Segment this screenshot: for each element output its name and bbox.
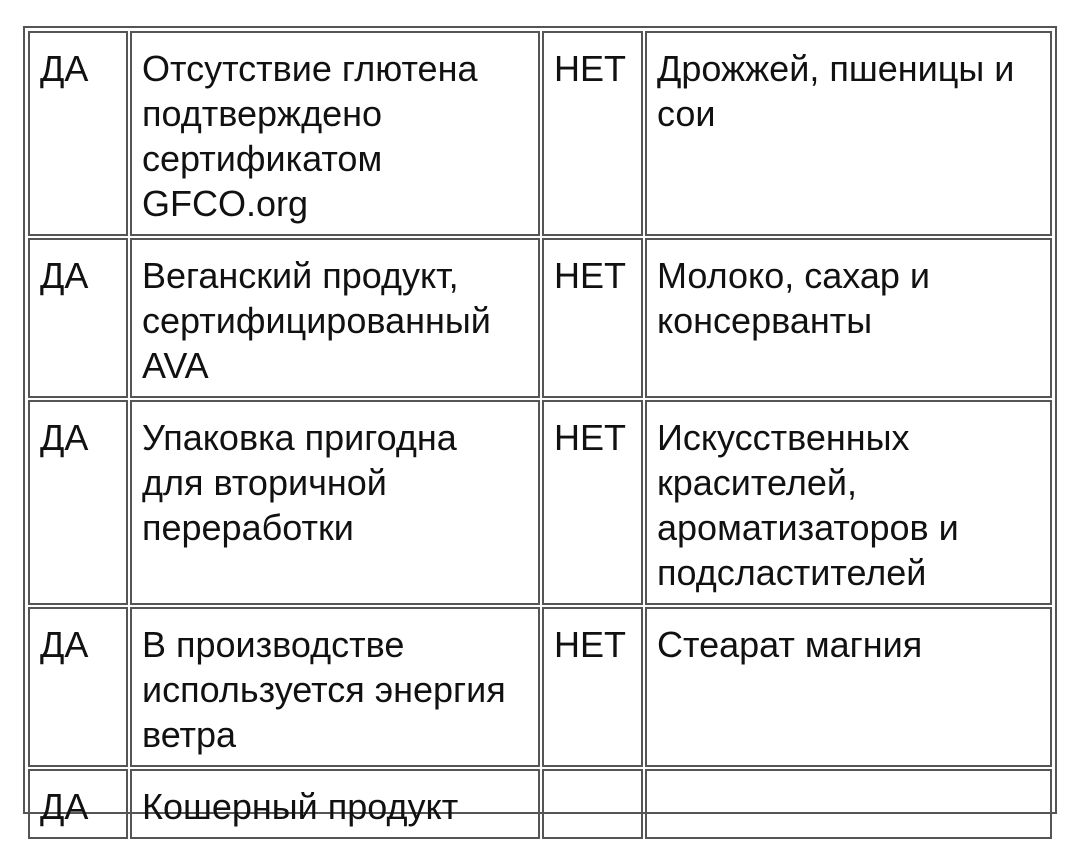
yes-feature-text: Веганский продукт, сертифицированный AVA: [142, 255, 491, 386]
yes-label: ДА: [40, 48, 89, 89]
yes-cell: [28, 607, 128, 767]
yes-label: ДА: [40, 255, 89, 296]
no-feature-text: Искусственных красителей, ароматизаторов и подсластителей: [657, 417, 959, 593]
no-text-cell: [645, 238, 1052, 398]
no-text-cell: [645, 400, 1052, 605]
product-attributes-table-frame: [23, 26, 1057, 827]
yes-label: ДА: [40, 417, 89, 458]
table-row: [28, 769, 1052, 839]
yes-label: ДА: [40, 786, 89, 827]
no-cell: [542, 769, 643, 839]
no-cell: [542, 31, 643, 236]
table-row: [28, 400, 1052, 605]
no-feature-text: Молоко, сахар и консерванты: [657, 255, 931, 341]
yes-text-cell: [130, 31, 540, 236]
yes-cell: [28, 769, 128, 839]
yes-text-cell: [130, 238, 540, 398]
no-label: НЕТ: [554, 255, 626, 296]
yes-label: ДА: [40, 624, 89, 665]
no-feature-text: Дрожжей, пшеницы и сои: [657, 48, 1015, 134]
table-row: [28, 607, 1052, 767]
yes-cell: [28, 238, 128, 398]
no-cell: [542, 400, 643, 605]
no-text-cell: [645, 607, 1052, 767]
yes-cell: [28, 31, 128, 236]
no-text-cell: [645, 31, 1052, 236]
yes-text-cell: [130, 769, 540, 839]
no-feature-text: Стеарат магния: [657, 624, 923, 665]
yes-feature-text: Отсутствие глютена подтверждено сертификатом GFCO.org: [142, 48, 478, 224]
yes-text-cell: [130, 400, 540, 605]
table-row: [28, 31, 1052, 236]
no-label: НЕТ: [554, 417, 626, 458]
yes-feature-text: Упаковка пригодна для вторичной переработки: [142, 417, 457, 548]
yes-feature-text: В производстве используется энергия ветра: [142, 624, 506, 755]
yes-cell: [28, 400, 128, 605]
yes-feature-text: Кошерный продукт: [142, 786, 459, 827]
no-cell: [542, 238, 643, 398]
yes-text-cell: [130, 607, 540, 767]
no-cell: [542, 607, 643, 767]
no-label: НЕТ: [554, 48, 626, 89]
product-attributes-table: [26, 29, 1054, 841]
no-text-cell: [645, 769, 1052, 839]
table-row: [28, 238, 1052, 398]
no-label: НЕТ: [554, 624, 626, 665]
